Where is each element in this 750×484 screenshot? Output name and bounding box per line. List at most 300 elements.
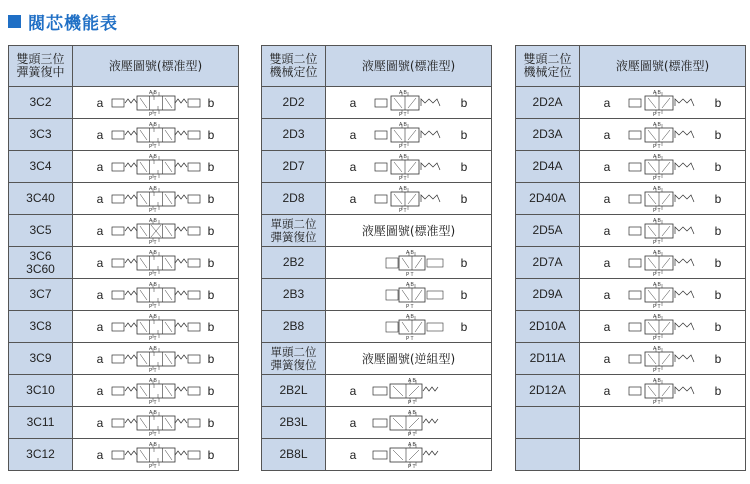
table-row — [516, 375, 746, 407]
symbol-row — [73, 215, 238, 246]
port-side-label: a — [603, 287, 611, 302]
symbol-cell — [326, 439, 492, 471]
code-cell — [9, 119, 73, 151]
table-row — [516, 247, 746, 279]
svg-text:P T: P T — [408, 399, 416, 404]
svg-text:P T: P T — [148, 303, 157, 308]
code-text: 2D3 — [282, 127, 305, 141]
svg-text:P T: P T — [148, 271, 157, 276]
header-code-cell — [262, 343, 326, 375]
symbol-cell — [73, 343, 239, 375]
svg-text:P T: P T — [148, 431, 157, 436]
table-row — [9, 215, 239, 247]
table-row — [262, 183, 492, 215]
symbol-cell — [73, 151, 239, 183]
valve-3pos-icon — [111, 314, 201, 340]
code-text: 3C2 — [29, 95, 52, 109]
svg-text:A B: A B — [652, 281, 661, 288]
port-side-label: a — [96, 223, 104, 238]
svg-text:P T: P T — [148, 111, 157, 116]
empty-row — [516, 439, 746, 471]
svg-text:A B: A B — [148, 153, 157, 160]
port-side-label: a — [603, 159, 611, 174]
code-text: 2D7 — [282, 159, 305, 173]
header-symbol-cell: 液壓圖號(標准型) — [326, 46, 492, 87]
port-side-label: a — [96, 415, 104, 430]
port-side-label: b — [714, 127, 722, 142]
port-side-label: b — [714, 255, 722, 270]
code-cell — [516, 215, 580, 247]
svg-text:P T: P T — [398, 207, 407, 212]
table-row — [262, 311, 492, 343]
svg-text:P T: P T — [652, 271, 661, 276]
port-side-label: b — [714, 95, 722, 110]
symbol-cell — [580, 311, 746, 343]
valve-2pos-detent-icon — [628, 186, 698, 212]
symbol-row — [73, 183, 238, 214]
svg-text:P T: P T — [406, 271, 414, 276]
valve-2pos-detent-icon — [628, 90, 698, 116]
empty-row — [516, 407, 746, 439]
port-side-label: a — [603, 223, 611, 238]
port-side-label: b — [460, 95, 468, 110]
code-text: 機械定位 — [269, 65, 318, 79]
symbol-cell — [73, 407, 239, 439]
svg-text:P T: P T — [406, 303, 414, 308]
port-side-label: b — [714, 383, 722, 398]
svg-text:P T: P T — [652, 175, 661, 180]
valve-2pos-spring-rev-icon — [372, 442, 444, 468]
svg-text:A B: A B — [652, 217, 661, 224]
port-side-label: a — [96, 287, 104, 302]
code-cell — [262, 151, 326, 183]
symbol-row — [580, 279, 745, 310]
code-cell — [262, 183, 326, 215]
symbol-cell — [580, 279, 746, 311]
symbol-row — [580, 183, 745, 214]
port-side-label: b — [460, 287, 468, 302]
valve-2pos-detent-icon — [628, 314, 698, 340]
svg-text:A B: A B — [398, 121, 407, 128]
valve-3pos-icon — [111, 154, 201, 180]
code-text: 2D10A — [529, 319, 566, 333]
symbol-cell — [326, 247, 492, 279]
valve-2pos-detent-icon — [628, 378, 698, 404]
svg-text:A B: A B — [148, 313, 157, 320]
port-side-label: b — [207, 447, 215, 462]
code-cell — [9, 375, 73, 407]
valve-3pos-icon — [111, 410, 201, 436]
svg-text:A B: A B — [406, 313, 414, 320]
port-side-label: b — [207, 287, 215, 302]
code-text: 3C3 — [29, 127, 52, 141]
symbol-cell — [73, 311, 239, 343]
port-side-label: b — [714, 223, 722, 238]
code-cell — [262, 119, 326, 151]
table-row — [516, 215, 746, 247]
svg-text:A B: A B — [408, 377, 416, 384]
port-side-label: a — [96, 159, 104, 174]
symbol-row — [73, 119, 238, 150]
svg-text:A B: A B — [148, 249, 157, 256]
empty-symbol-cell — [580, 407, 746, 439]
symbol-cell — [73, 87, 239, 119]
table-row — [516, 311, 746, 343]
symbol-row — [326, 375, 491, 406]
code-cell — [262, 279, 326, 311]
code-text: 3C4 — [29, 159, 52, 173]
code-text: 2B2 — [282, 255, 305, 269]
code-text: 3C9 — [29, 351, 52, 365]
code-text: 單頭二位 — [270, 344, 317, 359]
symbol-row — [326, 247, 491, 278]
code-cell — [516, 343, 580, 375]
table-row — [9, 375, 239, 407]
symbol-cell — [580, 375, 746, 407]
header-code-cell — [9, 46, 73, 87]
table-row — [262, 407, 492, 439]
port-side-label: b — [714, 351, 722, 366]
svg-text:A B: A B — [148, 121, 157, 128]
svg-text:A B: A B — [652, 89, 661, 96]
port-side-label: b — [714, 319, 722, 334]
svg-text:A B: A B — [652, 121, 661, 128]
svg-text:P T: P T — [148, 367, 157, 372]
code-cell — [516, 151, 580, 183]
code-cell — [9, 151, 73, 183]
svg-text:P T: P T — [148, 399, 157, 404]
code-text: 2D5A — [532, 223, 563, 237]
svg-text:A B: A B — [398, 89, 407, 96]
code-cell — [9, 87, 73, 119]
valve-2pos-detent-icon — [374, 122, 444, 148]
code-text: 2D2A — [532, 95, 563, 109]
code-text: 雙頭三位 — [16, 52, 65, 66]
symbol-row — [73, 87, 238, 118]
code-cell — [9, 183, 73, 215]
svg-text:P T: P T — [652, 335, 661, 340]
svg-text:A B: A B — [398, 185, 407, 192]
table-row — [516, 87, 746, 119]
valve-2pos-spring-rev-icon — [372, 378, 444, 404]
svg-text:P T: P T — [148, 239, 157, 244]
table-header-row — [516, 46, 746, 87]
svg-text:A B: A B — [148, 377, 157, 384]
table-row — [9, 183, 239, 215]
code-text: 3C6 — [29, 248, 52, 263]
port-side-label: b — [207, 127, 215, 142]
valve-table-2 — [261, 45, 492, 471]
code-cell — [516, 119, 580, 151]
code-text: 2D9A — [532, 287, 563, 301]
port-side-label: a — [96, 351, 104, 366]
svg-text:A B: A B — [408, 409, 416, 416]
valve-2pos-spring-rev-icon — [372, 410, 444, 436]
symbol-cell — [326, 407, 492, 439]
svg-text:A B: A B — [148, 281, 157, 288]
port-side-label: b — [207, 255, 215, 270]
empty-code-cell — [516, 439, 580, 471]
code-cell — [262, 247, 326, 279]
table-row — [9, 87, 239, 119]
symbol-row — [326, 279, 491, 310]
valve-3pos-icon — [111, 442, 201, 468]
port-side-label: a — [96, 191, 104, 206]
port-side-label: b — [460, 255, 468, 270]
code-text: 3C40 — [26, 191, 55, 205]
table-row — [262, 87, 492, 119]
symbol-cell — [326, 87, 492, 119]
code-text: 3C5 — [29, 223, 52, 237]
svg-text:P T: P T — [652, 207, 661, 212]
table-row — [262, 151, 492, 183]
header-symbol-cell: 液壓圖號(逆組型) — [326, 343, 492, 375]
code-text: 2D11A — [529, 351, 566, 365]
port-side-label: b — [207, 191, 215, 206]
svg-text:A B: A B — [652, 249, 661, 256]
table-header-row — [9, 46, 239, 87]
port-side-label: a — [96, 95, 104, 110]
code-cell — [262, 311, 326, 343]
svg-text:P T: P T — [148, 175, 157, 180]
symbol-row — [73, 311, 238, 342]
svg-text:A B: A B — [652, 345, 661, 352]
port-side-label: a — [96, 127, 104, 142]
svg-text:A B: A B — [148, 441, 157, 448]
svg-text:P T: P T — [408, 463, 416, 468]
symbol-row — [73, 407, 238, 438]
code-text: 3C8 — [29, 319, 52, 333]
header-symbol-cell: 液壓圖號(標准型) — [326, 215, 492, 247]
table-row — [516, 119, 746, 151]
symbol-cell — [73, 247, 239, 279]
empty-symbol-cell — [580, 439, 746, 471]
port-side-label: b — [207, 95, 215, 110]
port-side-label: a — [349, 95, 357, 110]
valve-2pos-detent-icon — [628, 346, 698, 372]
svg-text:P T: P T — [398, 175, 407, 180]
svg-text:A B: A B — [408, 441, 416, 448]
valve-2pos-detent-icon — [374, 186, 444, 212]
svg-text:P T: P T — [148, 463, 157, 468]
valve-3pos-icon — [111, 186, 201, 212]
symbol-cell — [73, 439, 239, 471]
code-cell — [516, 247, 580, 279]
code-text: 3C60 — [26, 261, 55, 276]
code-cell — [516, 311, 580, 343]
header-symbol-cell: 液壓圖號(標准型) — [580, 46, 746, 87]
symbol-row — [580, 343, 745, 374]
valve-table-1 — [8, 45, 239, 471]
port-side-label: b — [207, 415, 215, 430]
table-row — [262, 247, 492, 279]
port-side-label: a — [349, 447, 357, 462]
header-code-cell — [262, 215, 326, 247]
code-text: 3C12 — [26, 447, 55, 461]
table-row — [516, 151, 746, 183]
empty-code-cell — [516, 407, 580, 439]
svg-text:A B: A B — [148, 89, 157, 96]
svg-text:P T: P T — [148, 143, 157, 148]
valve-3pos-cross-icon — [111, 218, 201, 244]
code-cell — [9, 279, 73, 311]
port-side-label: a — [603, 255, 611, 270]
symbol-row — [73, 247, 238, 278]
header-symbol-cell: 液壓圖號(標准型) — [73, 46, 239, 87]
symbol-row — [580, 215, 745, 246]
symbol-row — [326, 407, 491, 438]
port-side-label: b — [207, 351, 215, 366]
symbol-row — [73, 279, 238, 310]
svg-text:A B: A B — [406, 281, 414, 288]
symbol-row — [73, 343, 238, 374]
code-cell — [9, 439, 73, 471]
code-cell — [516, 183, 580, 215]
svg-text:P T: P T — [406, 335, 414, 340]
table-row — [516, 183, 746, 215]
port-side-label: b — [714, 191, 722, 206]
svg-text:A B: A B — [652, 153, 661, 160]
code-cell — [9, 407, 73, 439]
symbol-row — [73, 151, 238, 182]
code-text: 2D4A — [532, 159, 563, 173]
table-row — [262, 375, 492, 407]
port-side-label: a — [349, 127, 357, 142]
port-side-label: a — [603, 351, 611, 366]
svg-text:P T: P T — [652, 367, 661, 372]
code-cell — [262, 407, 326, 439]
svg-text:A B: A B — [148, 217, 157, 224]
svg-text:P T: P T — [652, 303, 661, 308]
valve-2pos-spring-icon — [385, 314, 445, 340]
symbol-cell — [73, 119, 239, 151]
title-square-icon — [8, 15, 21, 28]
symbol-cell — [326, 375, 492, 407]
symbol-row — [326, 439, 491, 470]
symbol-cell — [326, 311, 492, 343]
symbol-cell — [580, 343, 746, 375]
valve-2pos-detent-icon — [628, 282, 698, 308]
symbol-cell — [326, 279, 492, 311]
code-text: 3C11 — [26, 415, 55, 429]
valve-2pos-detent-icon — [628, 218, 698, 244]
symbol-row — [580, 119, 745, 150]
port-side-label: a — [603, 383, 611, 398]
code-text: 2B2L — [279, 383, 308, 397]
valve-3pos-icon — [111, 250, 201, 276]
port-side-label: b — [207, 319, 215, 334]
code-text: 單頭二位 — [270, 216, 317, 231]
code-text: 彈簧復位 — [270, 229, 317, 244]
symbol-cell — [580, 247, 746, 279]
valve-3pos-icon — [111, 122, 201, 148]
symbol-row — [73, 375, 238, 406]
code-text: 2D40A — [529, 191, 566, 205]
port-side-label: a — [603, 127, 611, 142]
port-side-label: a — [349, 415, 357, 430]
symbol-row — [326, 119, 491, 150]
code-cell — [262, 87, 326, 119]
svg-text:A B: A B — [652, 313, 661, 320]
svg-text:A B: A B — [652, 377, 661, 384]
code-text: 2D3A — [532, 127, 563, 141]
port-side-label: b — [207, 223, 215, 238]
port-side-label: a — [349, 383, 357, 398]
code-text: 2B3L — [279, 415, 308, 429]
symbol-cell — [73, 183, 239, 215]
symbol-row — [580, 375, 745, 406]
code-text: 彈簧復位 — [270, 357, 317, 372]
valve-3pos-icon — [111, 378, 201, 404]
table-row — [9, 439, 239, 471]
valve-2pos-detent-icon — [374, 154, 444, 180]
valve-table-3 — [515, 45, 746, 471]
port-side-label: a — [603, 95, 611, 110]
svg-text:P T: P T — [652, 111, 661, 116]
title-text: 閥芯機能表 — [28, 13, 118, 34]
code-text: 機械定位 — [523, 65, 572, 79]
table-row — [9, 407, 239, 439]
table-header-row — [262, 46, 492, 87]
code-cell — [516, 375, 580, 407]
valve-2pos-detent-icon — [374, 90, 444, 116]
port-side-label: b — [460, 159, 468, 174]
table-row — [9, 119, 239, 151]
svg-text:A B: A B — [148, 345, 157, 352]
port-side-label: b — [207, 159, 215, 174]
port-side-label: b — [460, 127, 468, 142]
code-cell — [516, 279, 580, 311]
table-row — [262, 439, 492, 471]
port-side-label: a — [96, 319, 104, 334]
valve-3pos-icon — [111, 90, 201, 116]
symbol-cell — [326, 183, 492, 215]
code-cell — [516, 87, 580, 119]
code-text: 雙頭二位 — [269, 52, 318, 66]
code-cell — [262, 439, 326, 471]
port-side-label: b — [460, 191, 468, 206]
symbol-row — [326, 183, 491, 214]
svg-text:A B: A B — [398, 153, 407, 160]
code-text: 彈簧復中 — [16, 65, 65, 79]
symbol-row — [580, 87, 745, 118]
symbol-row — [326, 311, 491, 342]
valve-2pos-detent-icon — [628, 154, 698, 180]
table-subheader-row — [262, 343, 492, 375]
table-row — [262, 279, 492, 311]
code-text: 2B8L — [279, 447, 308, 461]
valve-2pos-spring-icon — [385, 282, 445, 308]
valve-2pos-spring-icon — [385, 250, 445, 276]
symbol-cell — [580, 183, 746, 215]
svg-text:A B: A B — [148, 409, 157, 416]
symbol-cell — [73, 375, 239, 407]
code-cell — [9, 311, 73, 343]
port-side-label: a — [96, 447, 104, 462]
symbol-row — [326, 87, 491, 118]
svg-text:P T: P T — [652, 399, 661, 404]
svg-text:P T: P T — [398, 143, 407, 148]
table-row — [9, 279, 239, 311]
code-text: 2D8 — [282, 191, 305, 205]
port-side-label: a — [349, 159, 357, 174]
valve-2pos-detent-icon — [628, 122, 698, 148]
svg-text:P T: P T — [652, 239, 661, 244]
code-cell — [9, 215, 73, 247]
symbol-cell — [580, 87, 746, 119]
table-row — [516, 343, 746, 375]
symbol-row — [326, 151, 491, 182]
